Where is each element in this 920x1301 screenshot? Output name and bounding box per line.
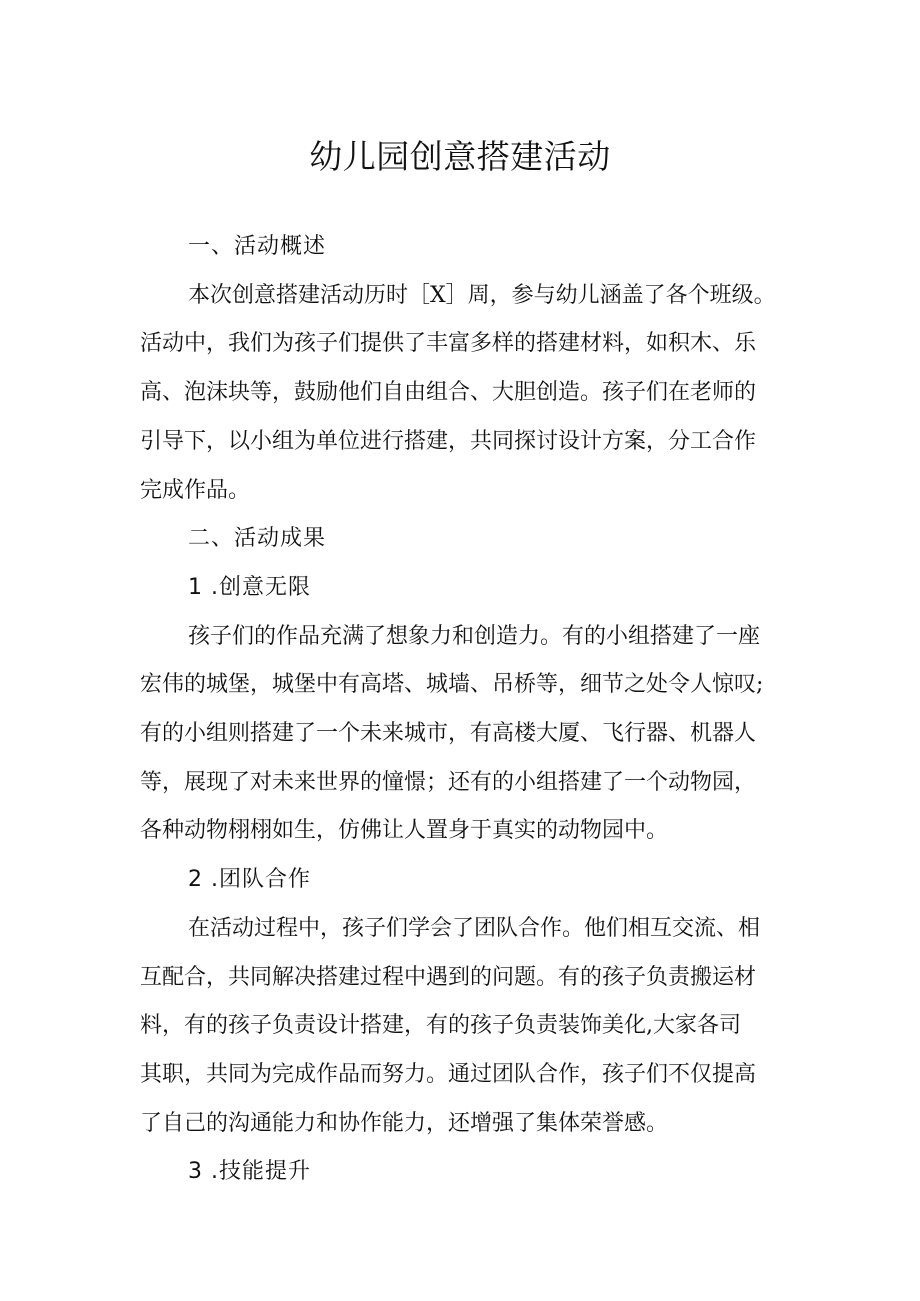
paragraph-line: 高、泡沫块等，鼓励他们自由组合、大胆创造。孩子们在老师的 <box>140 380 757 406</box>
paragraph-line: 本次创意搭建活动历时［X］周，参与幼儿涵盖了各个班级。 <box>188 282 776 308</box>
paragraph-line: 料，有的孩子负责设计搭建，有的孩子负责装饰美化,大家各司 <box>140 1013 741 1039</box>
paragraph-line: 互配合，共同解决搭建过程中遇到的问题。有的孩子负责搬运材 <box>140 964 757 990</box>
paragraph-line: 宏伟的城堡，城堡中有高塔、城墙、吊桥等，细节之处令人惊叹; <box>140 672 764 698</box>
paragraph-line: 其职，共同为完成作品而努力。通过团队合作，孩子们不仅提高 <box>140 1061 757 1087</box>
paragraph-line: 在活动过程中，孩子们学会了团队合作。他们相互交流、相 <box>188 915 761 941</box>
subheading-skills: 3 .技能提升 <box>188 1159 311 1185</box>
section-heading-overview: 一、活动概述 <box>188 234 327 259</box>
paragraph-line: 各种动物栩栩如生，仿佛让人置身于真实的动物园中。 <box>140 818 669 844</box>
paragraph-line: 有的小组则搭建了一个未来城市，有高楼大厦、飞行器、机器人 <box>140 721 757 747</box>
document-title: 幼儿园创意搭建活动 <box>309 137 611 176</box>
paragraph-line: 完成作品。 <box>140 477 251 503</box>
section-heading-results: 二、活动成果 <box>188 526 327 552</box>
paragraph-line: 了自己的沟通能力和协作能力，还增强了集体荣誉感。 <box>140 1110 669 1136</box>
subheading-teamwork: 2 .团队合作 <box>188 867 311 893</box>
subheading-creativity: 1 .创意无限 <box>188 574 311 600</box>
paragraph-line: 孩子们的作品充满了想象力和创造力。有的小组搭建了一座 <box>188 623 761 649</box>
paragraph-line: 引导下，以小组为单位进行搭建，共同探讨设计方案，分工合作 <box>140 428 757 454</box>
document-body <box>140 223 790 1197</box>
paragraph-line: 活动中，我们为孩子们提供了丰富多样的搭建材料，如积木、乐 <box>140 331 757 357</box>
paragraph-line: 等，展现了对未来世界的憧憬；还有的小组搭建了一个动物园， <box>140 769 757 795</box>
